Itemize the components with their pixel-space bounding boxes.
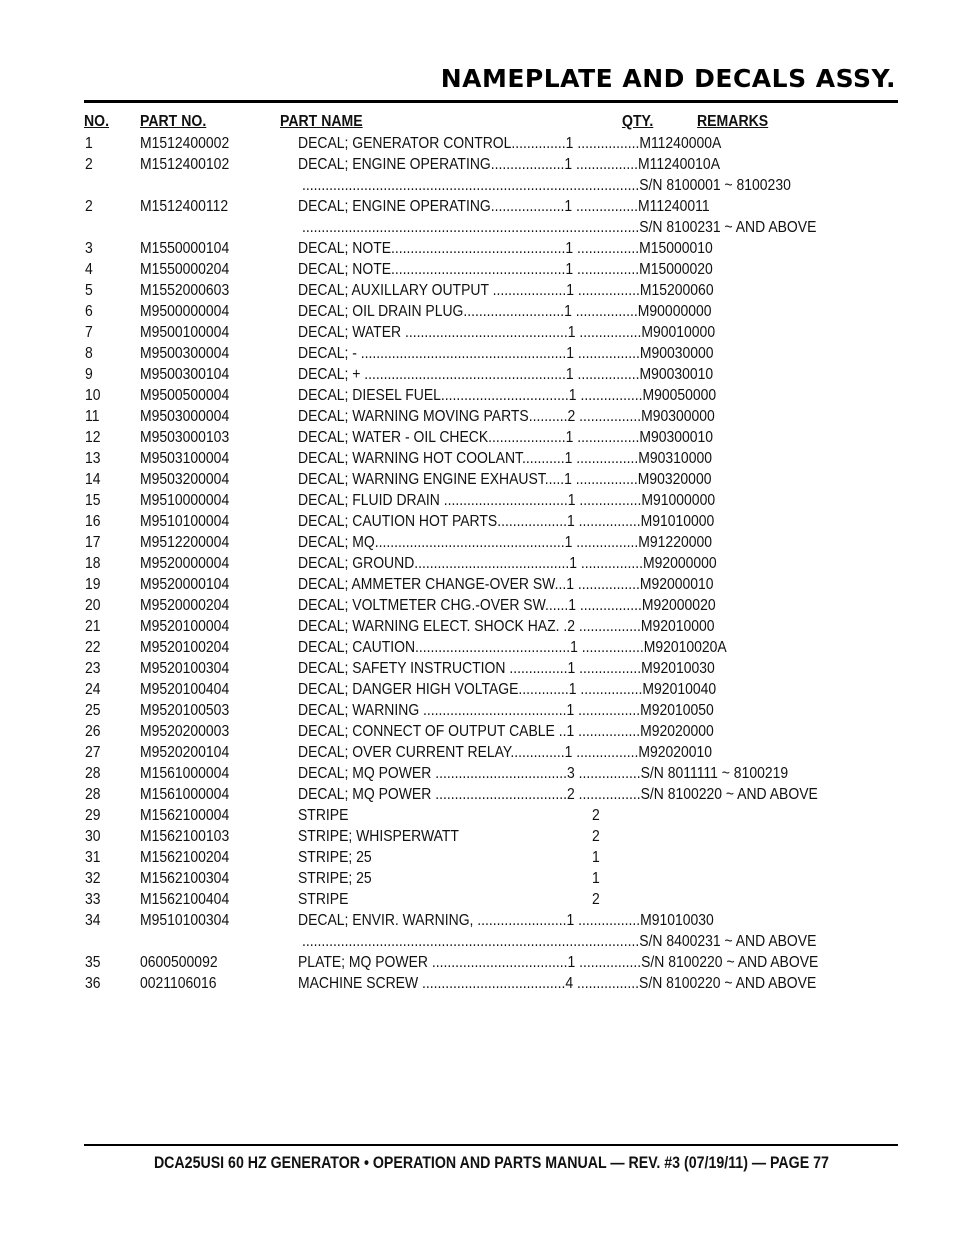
row-part-number: M1552000603 [140,282,230,299]
row-number: 33 [85,891,101,908]
row-part-name: DECAL; GENERATOR CONTROL..............1 ................M11240000A [298,135,722,152]
row-number: 34 [85,912,101,929]
row-part-number: M1562100404 [140,891,230,908]
row-number: 24 [85,681,101,698]
table-row [0,638,954,659]
row-part-name: STRIPE [298,807,349,824]
row-part-number: M1562100204 [140,849,230,866]
table-row [0,260,954,281]
table-row-continuation [0,932,954,953]
page-title: NAMEPLATE AND DECALS ASSY. [440,64,896,93]
row-part-number: M1562100304 [140,870,230,887]
table-row [0,827,954,848]
row-part-name: DECAL; WARNING .....................................1 ................M92010050 [298,702,714,719]
row-part-number: M9503000004 [140,408,230,425]
row-part-number: M9503000103 [140,429,230,446]
row-part-number: M1562100004 [140,807,230,824]
row-part-number: M9500300104 [140,366,230,383]
row-number: 25 [85,702,101,719]
row-part-number: M9520100404 [140,681,230,698]
table-row [0,617,954,638]
table-row-continuation [0,176,954,197]
row-number: 31 [85,849,101,866]
header-part-name: PART NAME [280,113,363,130]
row-part-number: M9503200004 [140,471,230,488]
row-part-name: DECAL; + ....................................................1 ................M90030010 [298,366,714,383]
row-part-name: STRIPE; 25 [298,870,372,887]
footer-text: DCA25USI 60 HZ GENERATOR • OPERATION AND PARTS MANUAL — REV. #3 (07/19/11) — PAGE 77 [153,1154,829,1172]
table-row [0,659,954,680]
table-row [0,575,954,596]
row-number: 9 [85,366,93,383]
table-row [0,722,954,743]
row-number: 22 [85,639,101,656]
row-part-number: M9520100004 [140,618,230,635]
row-part-name: DECAL; WARNING ELECT. SHOCK HAZ. .2 ................M92010000 [298,618,715,635]
row-part-name: DECAL; WARNING HOT COOLANT...........1 ................M90310000 [298,450,712,467]
row-part-name: DECAL; MQ POWER ..................................3 ................S/N 8011111 ~ 8100219 [298,765,789,782]
row-part-name: DECAL; WARNING ENGINE EXHAUST.....1 ................M90320000 [298,471,712,488]
table-row [0,764,954,785]
row-number: 13 [85,450,101,467]
table-row-continuation [0,218,954,239]
table-row [0,848,954,869]
table-row [0,386,954,407]
row-part-name: DECAL; DANGER HIGH VOLTAGE.............1 ................M92010040 [298,681,717,698]
row-number: 21 [85,618,101,635]
table-row [0,953,954,974]
row-number: 12 [85,429,101,446]
row-part-number: 0021106016 [140,975,217,992]
row-number: 2 [85,198,93,215]
table-row [0,533,954,554]
title-rule [84,100,898,103]
row-part-number: M9520000204 [140,597,230,614]
parts-table [0,134,954,995]
row-number: 36 [85,975,101,992]
row-number: 29 [85,807,101,824]
table-row [0,974,954,995]
table-row [0,365,954,386]
row-number: 19 [85,576,101,593]
row-part-name: DECAL; CONNECT OF OUTPUT CABLE ..1 ................M92020000 [298,723,714,740]
table-row [0,491,954,512]
table-row [0,701,954,722]
table-row [0,596,954,617]
table-row [0,743,954,764]
row-part-name: STRIPE; 25 [298,849,372,866]
table-row [0,680,954,701]
row-remarks-continuation: .......................................................................................S/N 8100231 ~ AND ABOVE [302,219,817,236]
table-row [0,281,954,302]
row-part-number: M9500000004 [140,303,230,320]
row-part-number: M9520100204 [140,639,230,656]
row-part-number: M9512200004 [140,534,230,551]
row-number: 8 [85,345,93,362]
row-number: 28 [85,765,101,782]
row-number: 5 [85,282,93,299]
table-row [0,554,954,575]
table-row [0,302,954,323]
table-row [0,407,954,428]
row-part-number: M1550000204 [140,261,230,278]
row-number: 11 [85,408,100,425]
row-part-name: PLATE; MQ POWER ...................................1 ................S/N 8100220 ~ AND ABOVE [298,954,819,971]
row-part-name: DECAL; AUXILLARY OUTPUT ...................1 ................M15200060 [298,282,714,299]
table-row [0,323,954,344]
table-row [0,197,954,218]
row-qty: 1 [592,849,600,866]
row-part-name: DECAL; DIESEL FUEL.................................1 ................M90050000 [298,387,717,404]
row-part-number: M9520200003 [140,723,230,740]
column-headers [0,113,954,133]
row-part-number: M9500500004 [140,387,230,404]
header-remarks: REMARKS [697,113,769,130]
table-row [0,806,954,827]
row-part-name: DECAL; ENGINE OPERATING...................1 ................M11240011 [298,198,710,215]
row-part-name: DECAL; MQ POWER ..................................2 ................S/N 8100220 ~ AND ABOVE [298,786,818,803]
table-row [0,134,954,155]
row-number: 23 [85,660,101,677]
row-part-name: MACHINE SCREW .....................................4 ................S/N 8100220 ~ AND ABOVE [298,975,817,992]
row-number: 3 [85,240,93,257]
footer-rule [84,1144,898,1146]
table-row [0,869,954,890]
row-part-name: DECAL; CAUTION........................................1 ................M92010020A [298,639,727,656]
row-part-number: M9510100304 [140,912,230,929]
row-part-number: M1561000004 [140,765,230,782]
row-part-number: M1512400102 [140,156,230,173]
row-remarks-continuation: .......................................................................................S/N 8400231 ~ AND ABOVE [302,933,817,950]
row-number: 26 [85,723,101,740]
row-part-number: M1550000104 [140,240,230,257]
row-number: 17 [85,534,101,551]
row-part-name: DECAL; VOLTMETER CHG.-OVER SW......1 ................M92000020 [298,597,716,614]
row-part-name: DECAL; GROUND........................................1 ................M92000000 [298,555,717,572]
row-part-name: DECAL; WATER - OIL CHECK....................1 ................M90300010 [298,429,714,446]
row-part-name: DECAL; SAFETY INSTRUCTION ...............1 ................M92010030 [298,660,715,677]
header-part-no: PART NO. [140,113,207,130]
table-row [0,449,954,470]
row-number: 4 [85,261,93,278]
table-row [0,785,954,806]
row-part-name: DECAL; FLUID DRAIN ................................1 ................M91000000 [298,492,716,509]
row-number: 35 [85,954,101,971]
row-part-number: M9520000004 [140,555,230,572]
row-part-number: M9520200104 [140,744,230,761]
row-number: 2 [85,156,93,173]
row-part-name: DECAL; OIL DRAIN PLUG..........................1 ................M90000000 [298,303,712,320]
row-number: 30 [85,828,101,845]
row-part-number: M1512400002 [140,135,230,152]
header-qty: QTY. [622,113,654,130]
row-part-number: M9520100304 [140,660,230,677]
table-row [0,512,954,533]
row-part-name: DECAL; AMMETER CHANGE-OVER SW...1 ................M92000010 [298,576,714,593]
row-number: 15 [85,492,101,509]
row-part-name: DECAL; OVER CURRENT RELAY..............1 ................M92020010 [298,744,713,761]
row-part-name: DECAL; - .....................................................1 ................M90030000 [298,345,714,362]
row-part-number: M9503100004 [140,450,230,467]
table-row [0,890,954,911]
row-qty: 2 [592,807,600,824]
row-part-name: DECAL; ENGINE OPERATING...................1 ................M11240010A [298,156,721,173]
row-number: 18 [85,555,101,572]
table-row [0,911,954,932]
row-number: 1 [85,135,93,152]
row-number: 14 [85,471,101,488]
table-row [0,344,954,365]
row-qty: 1 [592,870,600,887]
row-part-number: M9520000104 [140,576,230,593]
row-qty: 2 [592,891,600,908]
row-number: 10 [85,387,101,404]
row-part-number: M1512400112 [140,198,229,215]
row-number: 27 [85,744,101,761]
table-row [0,239,954,260]
row-number: 6 [85,303,93,320]
row-part-number: M9500100004 [140,324,230,341]
row-part-name: DECAL; NOTE.............................................1 ................M15000020 [298,261,713,278]
row-number: 16 [85,513,101,530]
row-part-number: M9510000004 [140,492,230,509]
row-part-name: DECAL; WARNING MOVING PARTS..........2 ................M90300000 [298,408,715,425]
page-footer [84,1154,898,1173]
table-row [0,428,954,449]
row-number: 28 [85,786,101,803]
table-row [0,470,954,491]
row-part-name: DECAL; WATER ..........................................1 ................M90010000 [298,324,716,341]
row-part-name: STRIPE [298,891,349,908]
row-part-number: M9510100004 [140,513,230,530]
row-number: 32 [85,870,101,887]
row-part-number: 0600500092 [140,954,218,971]
row-number: 7 [85,324,93,341]
header-no: NO. [84,113,110,130]
row-part-number: M1561000004 [140,786,230,803]
row-part-name: STRIPE; WHISPERWATT [298,828,459,845]
row-qty: 2 [592,828,600,845]
row-remarks-continuation: .......................................................................................S/N 8100001 ~ 8100230 [302,177,791,194]
row-part-name: DECAL; ENVIR. WARNING, .......................1 ................M91010030 [298,912,714,929]
row-part-number: M9520100503 [140,702,230,719]
row-number: 20 [85,597,101,614]
row-part-name: DECAL; NOTE.............................................1 ................M15000010 [298,240,713,257]
table-row [0,155,954,176]
row-part-name: DECAL; MQ.................................................1 ................M91220000 [298,534,712,551]
row-part-name: DECAL; CAUTION HOT PARTS..................1 ................M91010000 [298,513,715,530]
row-part-number: M9500300004 [140,345,230,362]
row-part-number: M1562100103 [140,828,230,845]
